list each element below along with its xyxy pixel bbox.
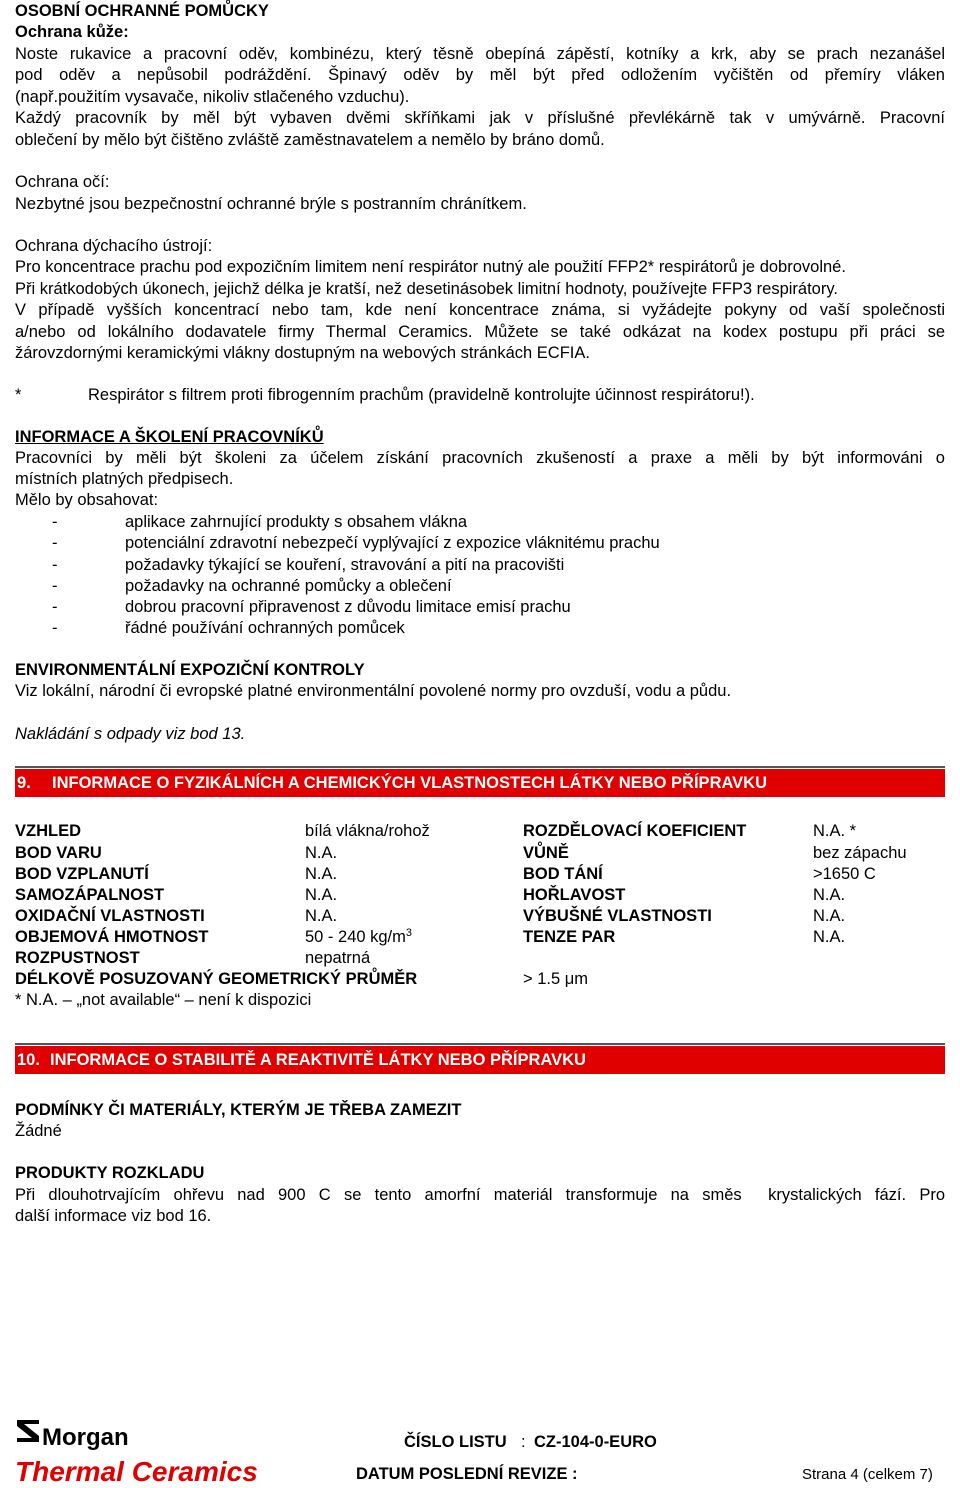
skin-text-line: (např.použitím vysavače, nikoliv stlačeného vzduchu). (15, 88, 410, 106)
property-value: N.A. (305, 844, 338, 862)
property-name: BOD TÁNÍ (523, 865, 603, 883)
respiratory-text-line: V případě vyšších koncentrací nebo tam, kde není koncentrace známa, si vyžádejte pokyny od vaší společnosti (15, 301, 945, 319)
bullet-dash: - (52, 556, 58, 574)
revision-date-label: DATUM POSLEDNÍ REVIZE : (356, 1465, 578, 1483)
environment-title: ENVIRONMENTÁLNÍ EXPOZIČNÍ KONTROLY (15, 661, 365, 679)
skin-protection-title: Ochrana kůže: (15, 23, 129, 41)
eye-protection-title: Ochrana očí: (15, 173, 110, 191)
company-logo-line1: Morgan (42, 1424, 129, 1451)
skin-text-line: oblečení by mělo být čištěno zvláště zaměstnavatelem a nemělo by bráno domů. (15, 131, 605, 149)
decomposition-title: PRODUKTY ROZKLADU (15, 1164, 205, 1182)
section-9-header (15, 769, 945, 797)
section-10-header (15, 1046, 945, 1074)
avoid-conditions-title: PODMÍNKY ČI MATERIÁLY, KTERÝM JE TŘEBA ZAMEZIT (15, 1101, 462, 1119)
property-value: N.A. * (813, 822, 857, 840)
skin-text-line: Noste rukavice a pracovní oděv, kombinézu, který těsně obepíná zápěstí, kotníky a krk, aby se prach nezanášel (15, 45, 945, 63)
property-name: TENZE PAR (523, 928, 616, 946)
property-value: N.A. (305, 886, 338, 904)
na-footnote: * N.A. – „not available“ – není k dispozici (15, 991, 312, 1009)
bullet-dash: - (52, 534, 58, 552)
property-name: VŮNĚ (523, 844, 569, 862)
property-value: > 1.5 μm (523, 970, 588, 988)
property-name: ROZPUSTNOST (15, 949, 140, 967)
property-name: VÝBUŠNÉ VLASTNOSTI (523, 907, 712, 925)
respiratory-text-line: žárovzdornými keramickými vlákny dostupným na webových stránkách ECFIA. (15, 344, 590, 362)
property-name: DÉLKOVĚ POSUZOVANÝ GEOMETRICKÝ PRŮMĚR (15, 970, 418, 988)
bullet-dash: - (52, 577, 58, 595)
skin-text-line: Každý pracovník by měl být vybaven dvěmi skříňkami jak v příslušné převlékárně tak v umývárně. Pracovní (15, 109, 945, 127)
sheet-number-label: ČÍSLO LISTU (404, 1433, 507, 1451)
property-name: BOD VZPLANUTÍ (15, 865, 149, 883)
decomposition-text-line: další informace viz bod 16. (15, 1207, 212, 1225)
respiratory-text-line: Při krátkodobých úkonech, jejichž délka je kratší, než desetinásobek limitní hodnoty, používejte FFP3 respirátory. (15, 280, 838, 298)
company-logo-line2: Thermal Ceramics (15, 1456, 258, 1487)
environment-text-line: Viz lokální, národní či evropské platné environmentální povolené normy pro ovzduší, vodu a půdu. (15, 682, 732, 700)
avoid-conditions-value: Žádné (15, 1122, 62, 1140)
training-text-line: místních platných předpisech. (15, 470, 234, 488)
training-text-line: Pracovníci by měli být školeni za účelem získání pracovních zkušeností a praxe a měli by být informováni o (15, 449, 945, 467)
respiratory-protection-title: Ochrana dýchacího ústrojí: (15, 237, 213, 255)
property-name: OXIDAČNÍ VLASTNOSTI (15, 907, 205, 925)
property-value: N.A. (813, 886, 846, 904)
property-name: VZHLED (15, 822, 81, 840)
property-value: N.A. (813, 928, 846, 946)
training-title: INFORMACE A ŠKOLENÍ PRACOVNÍKŮ (15, 428, 324, 446)
bullet-dash: - (52, 598, 58, 616)
property-name: ROZDĚLOVACÍ KOEFICIENT (523, 822, 747, 840)
morgan-logo-icon (15, 1418, 41, 1444)
section-divider (15, 766, 945, 768)
property-value: >1650 C (813, 865, 876, 883)
sheet-number-separator: : (521, 1433, 526, 1451)
bullet-dash: - (52, 513, 58, 531)
footnote-text: Respirátor s filtrem proti fibrogenním prachům (pravidelně kontrolujte účinnost respirátoru!). (88, 386, 755, 404)
footnote-star: * (15, 386, 22, 404)
page-number: Strana 4 (celkem 7) (802, 1466, 933, 1483)
property-name: OBJEMOVÁ HMOTNOST (15, 928, 209, 946)
section-number: 10. (17, 1051, 40, 1069)
section-title: INFORMACE O STABILITĚ A REAKTIVITĚ LÁTKY NEBO PŘÍPRAVKU (50, 1051, 586, 1069)
eye-text-line: Nezbytné jsou bezpečnostní ochranné brýle s postranním chránítkem. (15, 195, 527, 213)
property-name: BOD VARU (15, 844, 102, 862)
section-number: 9. (17, 774, 31, 792)
section-title: INFORMACE O FYZIKÁLNÍCH A CHEMICKÝCH VLASTNOSTECH LÁTKY NEBO PŘÍPRAVKU (52, 774, 768, 792)
respiratory-text-line: Pro koncentrace prachu pod expozičním limitem není respirátor nutný ale použití FFP2* respirátorů je dobrovolné. (15, 258, 846, 276)
property-name: SAMOZÁPALNOST (15, 886, 165, 904)
property-value: nepatrná (305, 949, 371, 967)
waste-note: Nakládání s odpady viz bod 13. (15, 725, 246, 743)
property-value: bílá vlákna/rohož (305, 822, 430, 840)
property-value: bez zápachu (813, 844, 907, 862)
skin-text-line: pod oděv a nepůsobil podráždění. Špinavý oděv by měl být před odložením vyčištěn od přemíry vláken (15, 66, 945, 84)
property-value: N.A. (305, 865, 338, 883)
property-value: N.A. (813, 907, 846, 925)
decomposition-text-line: Při dlouhotrvajícím ohřevu nad 900 C se tento amorfní materiál transformuje na směs krystalických fází. Pro (15, 1186, 945, 1204)
respiratory-text-line: a/nebo od lokálního dodavatele firmy Thermal Ceramics. Můžete se také odkázat na kodex postupu při práci se (15, 323, 945, 341)
bullet-dash: - (52, 619, 58, 637)
property-name: HOŘLAVOST (523, 886, 626, 904)
section-divider (15, 1043, 945, 1045)
sheet-number-value: CZ-104-0-EURO (534, 1433, 657, 1451)
training-text-line: Mělo by obsahovat: (15, 491, 159, 509)
property-value: N.A. (305, 907, 338, 925)
section-title-ppe: OSOBNÍ OCHRANNÉ POMŮCKY (15, 2, 269, 20)
property-value: 50 - 240 $kg/m^3$ (305, 927, 413, 946)
